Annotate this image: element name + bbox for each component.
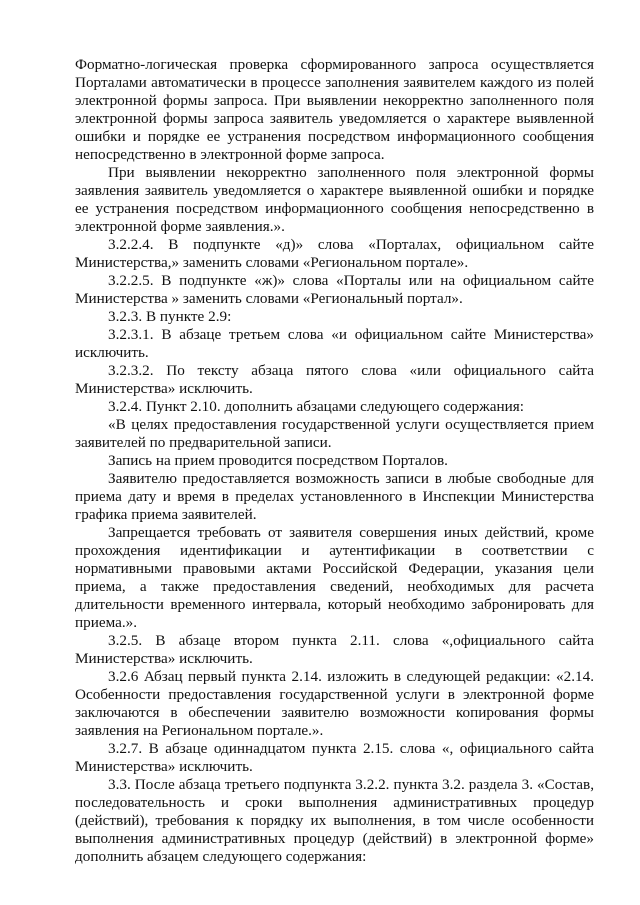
paragraph-3: 3.2.2.4. В подпункте «д)» слова «Порталах, официальном сайте Министерства,» заменить словами «Региональном портале». bbox=[75, 236, 594, 271]
paragraph-13: 3.2.5. В абзаце втором пункта 2.11. слова «,официального сайта Министерства» исключить. bbox=[75, 632, 594, 667]
paragraph-14: 3.2.6 Абзац первый пункта 2.14. изложить в следующей редакции: «2.14. Особенности предоставления государственной услуги в электронной форме заключаются в обеспечении заявителю возможности копирования формы заявления на Региональном портале.». bbox=[75, 668, 594, 739]
paragraph-15: 3.2.7. В абзаце одиннадцатом пункта 2.15. слова «, официального сайта Министерства» исключить. bbox=[75, 740, 594, 775]
paragraph-2: При выявлении некорректно заполненного поля электронной формы заявления заявитель уведомляется о характере выявленной ошибки и порядке ее устранения посредством информационного сообщения непосредственно в электронной форме заявления.». bbox=[75, 164, 594, 235]
paragraph-16: 3.3. После абзаца третьего подпункта 3.2.2. пункта 3.2. раздела 3. «Состав, последовательность и сроки выполнения административных процедур (действий), требования к порядку их выполнения, в том числе особенности выполнения административных процедур (действий) в электронной форме» дополнить абзацем следующего содержания: bbox=[75, 776, 594, 865]
paragraph-1: Форматно-логическая проверка сформированного запроса осуществляется Порталами автоматически в процессе заполнения заявителем каждого из полей электронной формы запроса. При выявлении некорректно заполненного поля электронной формы запроса заявитель уведомляется о характере выявленной ошибки и порядке ее устранения посредством информационного сообщения непосредственно в электронной форме запроса. bbox=[75, 56, 594, 163]
paragraph-7: 3.2.3.2. По тексту абзаца пятого слова «или официального сайта Министерства» исключить. bbox=[75, 362, 594, 397]
paragraph-6: 3.2.3.1. В абзаце третьем слова «и официальном сайте Министерства» исключить. bbox=[75, 326, 594, 361]
paragraph-10: Запись на прием проводится посредством Порталов. bbox=[108, 452, 448, 469]
paragraph-9: «В целях предоставления государственной услуги осуществляется прием заявителей по предварительной записи. bbox=[75, 416, 594, 451]
paragraph-4: 3.2.2.5. В подпункте «ж)» слова «Порталы или на официальном сайте Министерства » заменить словами «Региональный портал». bbox=[75, 272, 594, 307]
paragraph-8: 3.2.4. Пункт 2.10. дополнить абзацами следующего содержания: bbox=[108, 398, 524, 415]
paragraph-11: Заявителю предоставляется возможность записи в любые свободные для приема дату и время в пределах установленного в Инспекции Министерства графика приема заявителей. bbox=[75, 470, 594, 523]
paragraph-5: 3.2.3. В пункте 2.9: bbox=[108, 308, 232, 325]
paragraph-12: Запрещается требовать от заявителя совершения иных действий, кроме прохождения идентификации и аутентификации в соответствии с нормативными правовыми актами Российской Федерации, указания цели приема, а также предоставления сведений, необходимых для расчета длительности временного интервала, который необходимо забронировать для приема.». bbox=[75, 524, 594, 631]
